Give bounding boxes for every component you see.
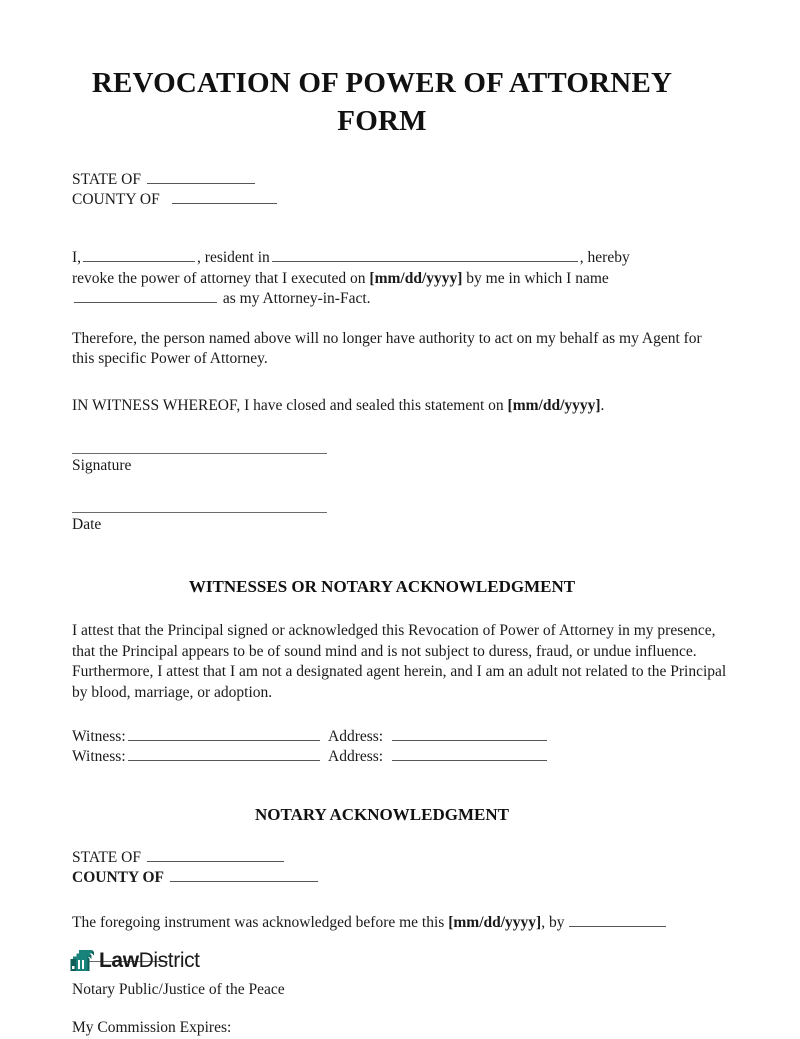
notary-state-county	[72, 848, 692, 888]
revocation-paragraph	[72, 248, 692, 310]
witness-whereof-text-a: IN WITNESS WHEREOF, I have closed and sealed this statement on	[72, 396, 504, 414]
witness-whereof-date-placeholder: [mm/dd/yyyy]	[507, 396, 601, 414]
witness-address-blank[interactable]	[392, 747, 547, 761]
notary-state-of-label: STATE OF	[72, 849, 141, 866]
attorney-in-fact-text: as my Attorney-in-Fact.	[222, 290, 371, 307]
notary-state-of-blank[interactable]	[147, 848, 284, 862]
state-county-header	[72, 170, 692, 210]
commission-expires-label: My Commission Expires:	[72, 1019, 232, 1036]
notary-county-of-label: COUNTY OF	[72, 869, 164, 886]
state-of-row	[72, 170, 692, 190]
signature-block	[72, 453, 692, 534]
notary-state-of-row	[72, 848, 692, 868]
revocation-line2-b: by me in which I name	[466, 269, 609, 287]
principal-name-blank[interactable]	[83, 248, 195, 262]
lawdistrict-logo[interactable]	[70, 950, 200, 972]
notary-county-of-blank[interactable]	[170, 868, 318, 882]
revocation-line-1	[72, 248, 692, 269]
witness-attestation-text: I attest that the Principal signed or acknowledged this Revocation of Power of Attorney in my presence, that the Principal appears to be of sound mind and is not subject to duress, fraud, or undue influence. Furthermore, I attest that I am not a designated agent herein, and I am an adult not related to the Principal by blood, marriage, or adoption.	[72, 622, 727, 701]
revocation-lead: I,	[72, 249, 82, 266]
stacked-books-icon	[70, 950, 94, 972]
witnesses-section-heading: WITNESSES OR NOTARY ACKNOWLEDGMENT	[188, 577, 576, 596]
address-label: Address:	[328, 747, 384, 765]
witness-whereof-text-b: .	[600, 396, 605, 414]
resident-text: , resident in	[197, 249, 270, 266]
witnesses-section	[72, 576, 727, 766]
date-label: Date	[72, 516, 102, 533]
signature-label: Signature	[72, 457, 132, 474]
logo-text-law: Law	[99, 949, 139, 972]
notary-public-label: Notary Public/Justice of the Peace	[72, 980, 285, 998]
foregoing-text-b: , by	[541, 914, 565, 931]
notary-section	[72, 804, 692, 1039]
county-of-blank[interactable]	[172, 190, 277, 204]
logo-text-district: District	[138, 949, 200, 972]
hereby-text: , hereby	[579, 249, 630, 266]
revocation-line2-a: revoke the power of attorney that I executed on	[72, 269, 366, 287]
page-title: REVOCATION OF POWER OF ATTORNEY FORM	[91, 67, 673, 137]
notary-date-placeholder: [mm/dd/yyyy]	[448, 914, 542, 931]
therefore-paragraph-wrap	[72, 329, 702, 370]
notary-section-heading: NOTARY ACKNOWLEDGMENT	[255, 805, 509, 824]
county-of-row	[72, 190, 692, 210]
state-of-label: STATE OF	[72, 171, 141, 188]
acknowledged-by-blank[interactable]	[569, 913, 666, 927]
revocation-line-2	[72, 269, 692, 290]
witness-address-blank[interactable]	[392, 727, 547, 741]
witness-row	[72, 727, 692, 747]
witness-rows	[72, 727, 692, 766]
revocation-line-3	[72, 289, 692, 310]
state-of-blank[interactable]	[147, 170, 255, 184]
attorney-in-fact-blank[interactable]	[74, 289, 217, 303]
witness-whereof-paragraph	[72, 396, 692, 417]
address-label: Address:	[328, 728, 384, 745]
document-content	[72, 0, 727, 1039]
witness-name-blank[interactable]	[128, 747, 320, 761]
foregoing-instrument-line	[72, 913, 692, 934]
witness-whereof-line	[72, 396, 692, 417]
logo-wordmark	[99, 950, 200, 972]
witness-label: Witness:	[72, 728, 126, 745]
witness-label: Witness:	[72, 747, 126, 765]
therefore-paragraph: Therefore, the person named above will no longer have authority to act on my behalf as my Agent for this specific Power of Attorney.	[72, 329, 702, 367]
witness-row	[72, 747, 692, 767]
foregoing-text-a: The foregoing instrument was acknowledged before me this	[72, 914, 445, 931]
residence-blank[interactable]	[272, 248, 578, 262]
county-of-label: COUNTY OF	[72, 191, 160, 208]
execution-date-placeholder: [mm/dd/yyyy]	[369, 269, 463, 287]
notary-county-of-row	[72, 868, 692, 888]
witness-name-blank[interactable]	[128, 727, 320, 741]
